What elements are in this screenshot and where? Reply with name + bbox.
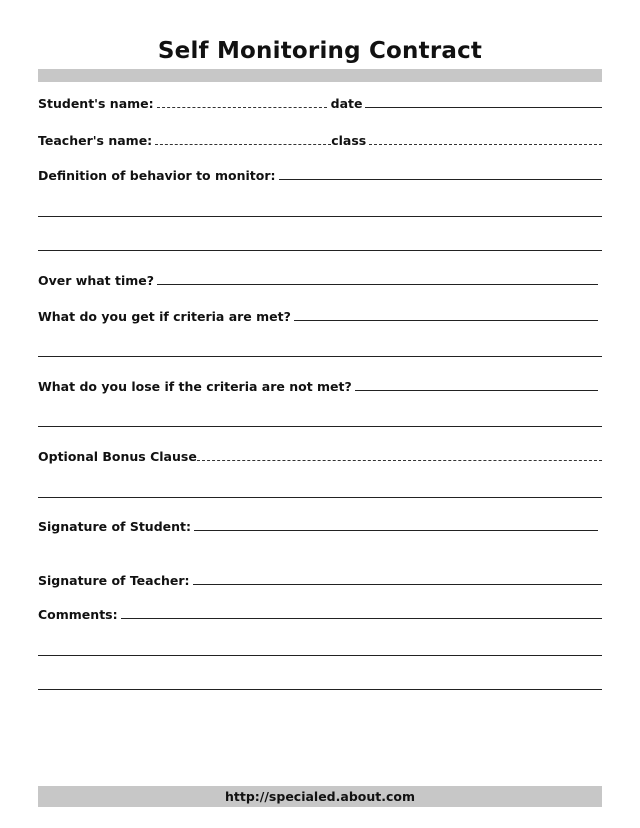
over-time-field[interactable] [157, 284, 598, 285]
bonus-row [38, 449, 602, 464]
header-divider-bar [38, 69, 602, 82]
bonus-label: Optional Bonus Clause [38, 449, 197, 464]
lose-field[interactable] [355, 390, 598, 391]
student-date-row [38, 96, 602, 111]
definition-label: Definition of behavior to monitor: [38, 168, 276, 183]
footer-url: http://specialed.about.com [225, 789, 415, 804]
comments-row [38, 607, 602, 622]
teacher-name-field[interactable] [155, 144, 331, 145]
get-if-met-row [38, 309, 598, 324]
signature-teacher-row [38, 573, 602, 588]
class-field[interactable] [369, 144, 602, 145]
lose-row [38, 379, 598, 394]
get-if-met-label: What do you get if criteria are met? [38, 309, 291, 324]
footer-bar [38, 786, 602, 807]
over-time-row [38, 273, 598, 288]
get-if-met-line-2[interactable] [38, 356, 602, 357]
comments-field[interactable] [121, 618, 602, 619]
signature-teacher-field[interactable] [193, 584, 602, 585]
class-label: class [331, 133, 367, 148]
signature-student-label: Signature of Student: [38, 519, 191, 534]
comments-label: Comments: [38, 607, 118, 622]
bonus-line-2[interactable] [38, 497, 602, 498]
signature-student-field[interactable] [194, 530, 598, 531]
teacher-name-label: Teacher's name: [38, 133, 153, 148]
signature-student-row [38, 519, 598, 534]
lose-label: What do you lose if the criteria are not met? [38, 379, 352, 394]
signature-teacher-label: Signature of Teacher: [38, 573, 190, 588]
lose-line-2[interactable] [38, 426, 602, 427]
student-name-field[interactable] [157, 107, 327, 108]
page-title: Self Monitoring Contract [157, 38, 483, 64]
over-time-label: Over what time? [38, 273, 154, 288]
student-name-label: Student's name: [38, 96, 154, 111]
date-field[interactable] [365, 107, 602, 108]
comments-line-2[interactable] [38, 655, 602, 656]
definition-line-2[interactable] [38, 216, 602, 217]
get-if-met-field[interactable] [294, 320, 598, 321]
teacher-class-row [38, 133, 602, 148]
bonus-field[interactable] [197, 460, 602, 461]
definition-row [38, 168, 602, 183]
definition-field[interactable] [279, 179, 602, 180]
date-label: date [330, 96, 363, 111]
definition-line-3[interactable] [38, 250, 602, 251]
comments-line-3[interactable] [38, 689, 602, 690]
